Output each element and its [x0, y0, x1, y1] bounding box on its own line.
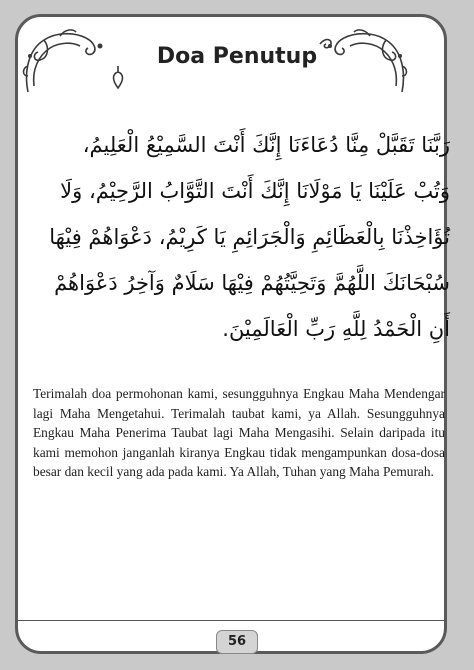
arabic-line: وَتُبْ عَلَيْنَا يَا مَوْلَانَا إِنَّكَ أَنْتَ التَّوَّابُ الرَّحِيْمُ، وَلَا	[60, 179, 450, 203]
arabic-prayer-text	[30, 122, 450, 352]
translation-paragraph: Terimalah doa permohonan kami, sesungguhnya Engkau Maha Mendengar lagi Maha Mengetahui. Terimalah taubat kami, ya Allah. Sesungguhnya Engkau Maha Penerima Taubat lagi Maha Mengasihi. Selain daripada itu kami memohon janganlah kiranya Engkau tidak mengampunkan dosa-dosa besar dan kecil yang ada pada kami. Ya Allah, Tuhan yang Maha Pemurah.	[33, 386, 445, 479]
arabic-line: أَنِ الْحَمْدُ لِلَّهِ رَبِّ الْعَالَمِيْنَ.	[222, 317, 450, 341]
arabic-line: رَبَّنَا تَقَبَّلْ مِنَّا دُعَاءَنَا إِنَّكَ أَنْتَ السَّمِيْعُ الْعَلِيمُ،	[82, 133, 450, 157]
arabic-line: سُبْحَانَكَ اللَّهُمَّ وَتَحِيَّتُهُمْ فِيْهَا سَلَامٌ وَآخِرُ دَعْوَاهُمْ	[54, 271, 450, 295]
arabic-line: تُؤَاخِذْنَا بِالْعَظَائِمِ وَالْجَرَائِمِ يَا كَرِيْمُ، دَعْوَاهُمْ فِيْهَا	[49, 225, 450, 249]
page-number: 56	[216, 630, 258, 654]
footer-divider	[17, 620, 445, 621]
page-title: Doa Penutup	[156, 44, 318, 69]
